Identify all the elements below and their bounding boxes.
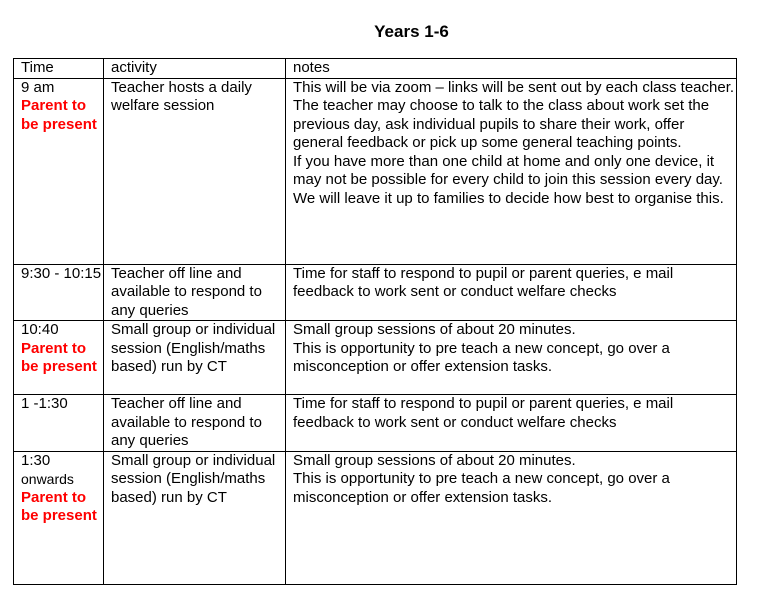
notes-cell	[286, 395, 737, 452]
time-cell	[14, 451, 104, 584]
note-line: This is opportunity to pre teach a new concept, go over a misconception or offer extension tasks.	[293, 470, 670, 506]
table-row	[14, 264, 737, 321]
time-label: 1:30	[21, 451, 51, 469]
time-cell	[14, 78, 104, 264]
header-time: Time	[14, 59, 104, 79]
time-label: 9:30 - 10:15	[21, 264, 102, 282]
page-title: Years 1-6	[374, 22, 449, 41]
activity-cell: Teacher off line and available to respond to any queries	[104, 264, 286, 321]
note-line: If you have more than one child at home and only one device, it may not be possible for every child to join this session every day. We will leave it up to families to decide how best to organise this.	[293, 152, 724, 207]
activity-cell: Small group or individual session (English/maths based) run by CT	[104, 451, 286, 584]
note-line: This is opportunity to pre teach a new concept, go over a misconception or offer extension tasks.	[293, 339, 670, 375]
table-row	[14, 451, 737, 584]
table-row	[14, 78, 737, 264]
notes-cell	[286, 451, 737, 584]
schedule-table	[13, 58, 737, 585]
parent-present-note: Parent to be present	[21, 488, 97, 524]
note-line: The teacher may choose to talk to the class about work set the previous day, ask individual pupils to share their work, offer general feedback or pick up some general teaching points.	[293, 97, 710, 151]
table-header-row	[14, 59, 737, 79]
note-line: Small group sessions of about 20 minutes.	[293, 321, 576, 338]
time-cell	[14, 321, 104, 395]
note-line: Time for staff to respond to pupil or parent queries, e mail feedback to work sent or conduct welfare checks	[293, 395, 674, 431]
activity-cell: Teacher hosts a daily welfare session	[104, 78, 286, 264]
notes-cell	[286, 78, 737, 264]
header-notes: notes	[286, 59, 737, 79]
header-activity: activity	[104, 59, 286, 79]
parent-present-note: Parent to be present	[21, 97, 97, 133]
note-line: Time for staff to respond to pupil or parent queries, e mail feedback to work sent or conduct welfare checks	[293, 264, 674, 300]
table-row	[14, 395, 737, 452]
time-cell	[14, 395, 104, 452]
note-line: This will be via zoom – links will be sent out by each class teacher.	[293, 78, 735, 96]
activity-cell: Teacher off line and available to respond to any queries	[104, 395, 286, 452]
time-cell	[14, 264, 104, 321]
notes-cell	[286, 321, 737, 395]
activity-cell: Small group or individual session (English/maths based) run by CT	[104, 321, 286, 395]
time-label: 10:40	[21, 321, 59, 338]
time-suffix: onwards	[21, 471, 74, 487]
parent-present-note: Parent to be present	[21, 339, 97, 375]
notes-cell	[286, 264, 737, 321]
table-row	[14, 321, 737, 395]
time-label: 1 -1:30	[21, 395, 68, 412]
time-label: 9 am	[21, 78, 55, 96]
note-line: Small group sessions of about 20 minutes.	[293, 451, 576, 469]
